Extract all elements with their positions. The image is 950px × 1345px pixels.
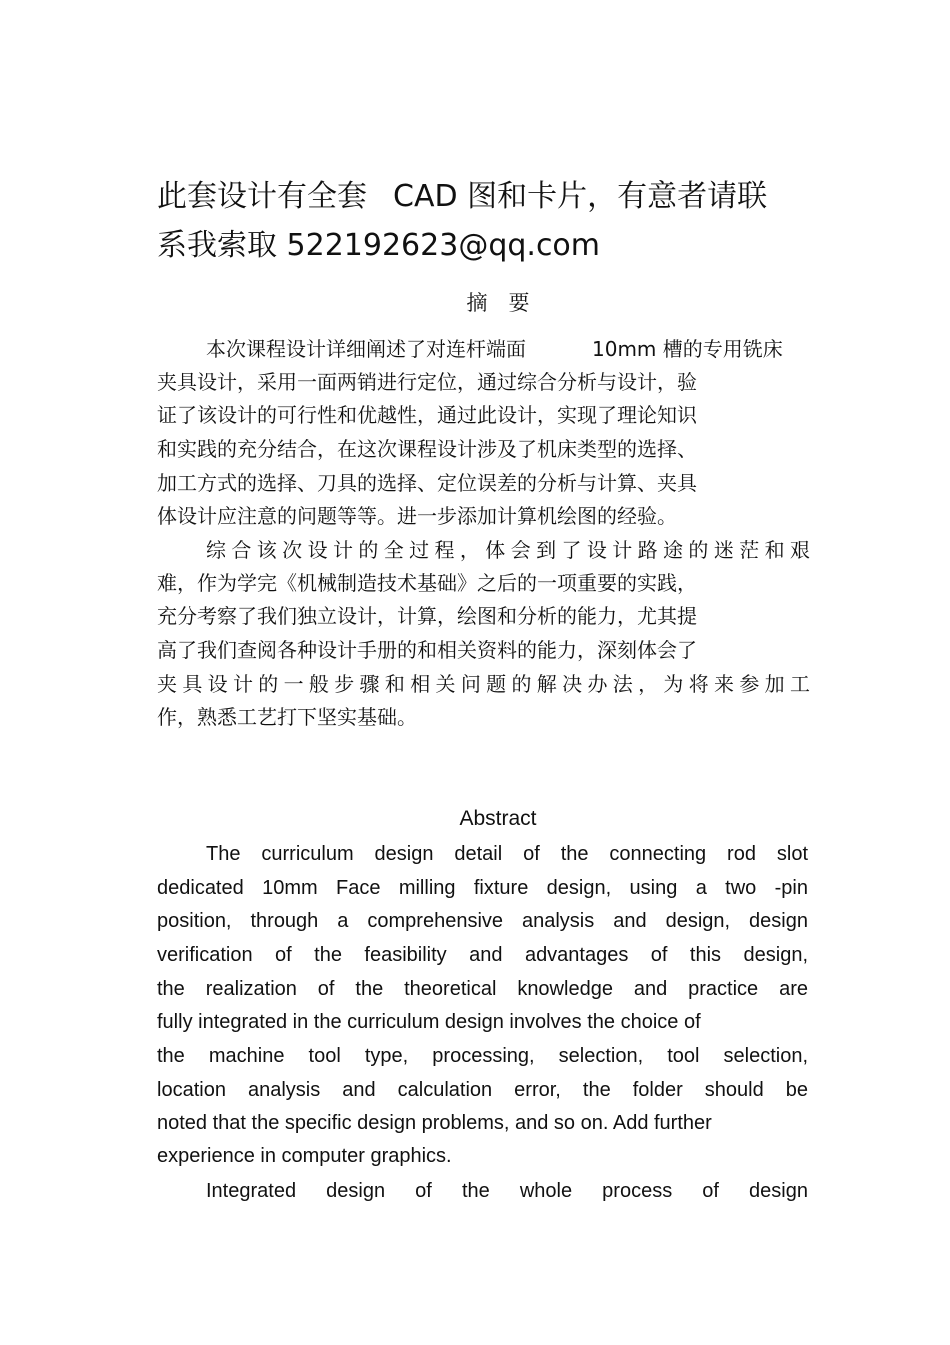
en-line-8: location analysis and calculation error, the folder should be xyxy=(157,1079,808,1101)
zh-line-8: 难，作为学完《机械制造技术基础》之后的一项重要的实践， xyxy=(157,571,697,595)
zh-line-9: 充分考察了我们独立设计，计算，绘图和分析的能力，尤其提 xyxy=(157,604,697,628)
zh-line-3: 证了该设计的可行性和优越性，通过此设计，实现了理论知识 xyxy=(157,403,697,427)
zh-line-11: 夹具设计的一般步骤和相关问题的解决办法，为将来参加工 xyxy=(157,672,810,696)
en-line-7: the machine tool type, processing, selection, tool selection, xyxy=(157,1045,808,1067)
header-line-1-part-a: 此套设计有全套 xyxy=(157,179,367,214)
en-line-11: Integrated design of the whole process of design xyxy=(206,1180,808,1202)
abstract-zh-heading: 摘 要 xyxy=(466,291,530,315)
zh-line-2: 夹具设计，采用一面两销进行定位，通过综合分析与设计，验 xyxy=(157,370,697,394)
header-line-1-part-b: CAD 图和卡片，有意者请联 xyxy=(393,179,768,214)
zh-line-5: 加工方式的选择、刀具的选择、定位误差的分析与计算、夹具 xyxy=(157,471,697,495)
en-line-4: verification of the feasibility and advantages of this design, xyxy=(157,944,808,966)
header-line-2: 系我索取 522192623@qq.com xyxy=(157,228,601,263)
zh-line-10: 高了我们查阅各种设计手册的和相关资料的能力，深刻体会了 xyxy=(157,638,697,662)
en-line-2: dedicated 10mm Face milling fixture design, using a two -pin xyxy=(157,877,808,899)
en-line-6: fully integrated in the curriculum design involves the choice of xyxy=(157,1011,701,1033)
en-line-10: experience in computer graphics. xyxy=(157,1145,452,1167)
en-line-5: the realization of the theoretical knowledge and practice are xyxy=(157,978,808,1000)
zh-line-12: 作，熟悉工艺打下坚实基础。 xyxy=(157,705,417,729)
abstract-en-heading: Abstract xyxy=(459,807,537,830)
zh-line-1 xyxy=(206,339,783,359)
zh-line-4: 和实践的充分结合，在这次课程设计涉及了机床类型的选择、 xyxy=(157,437,697,461)
zh-line-6: 体设计应注意的问题等等。进一步添加计算机绘图的经验。 xyxy=(157,504,677,528)
en-line-1: The curriculum design detail of the connecting rod slot xyxy=(206,843,808,865)
zh-line-1-part-a: 本次课程设计详细阐述了对连杆端面 xyxy=(206,337,526,361)
zh-line-1-part-b: 10mm 槽的专用铣床 xyxy=(592,337,783,361)
en-line-3: position, through a comprehensive analysis and design, design xyxy=(157,910,808,932)
en-line-9: noted that the specific design problems, and so on. Add further xyxy=(157,1112,712,1134)
zh-line-7: 综合该次设计的全过程，体会到了设计路途的迷茫和艰 xyxy=(206,538,810,562)
header-line-1 xyxy=(157,179,768,214)
